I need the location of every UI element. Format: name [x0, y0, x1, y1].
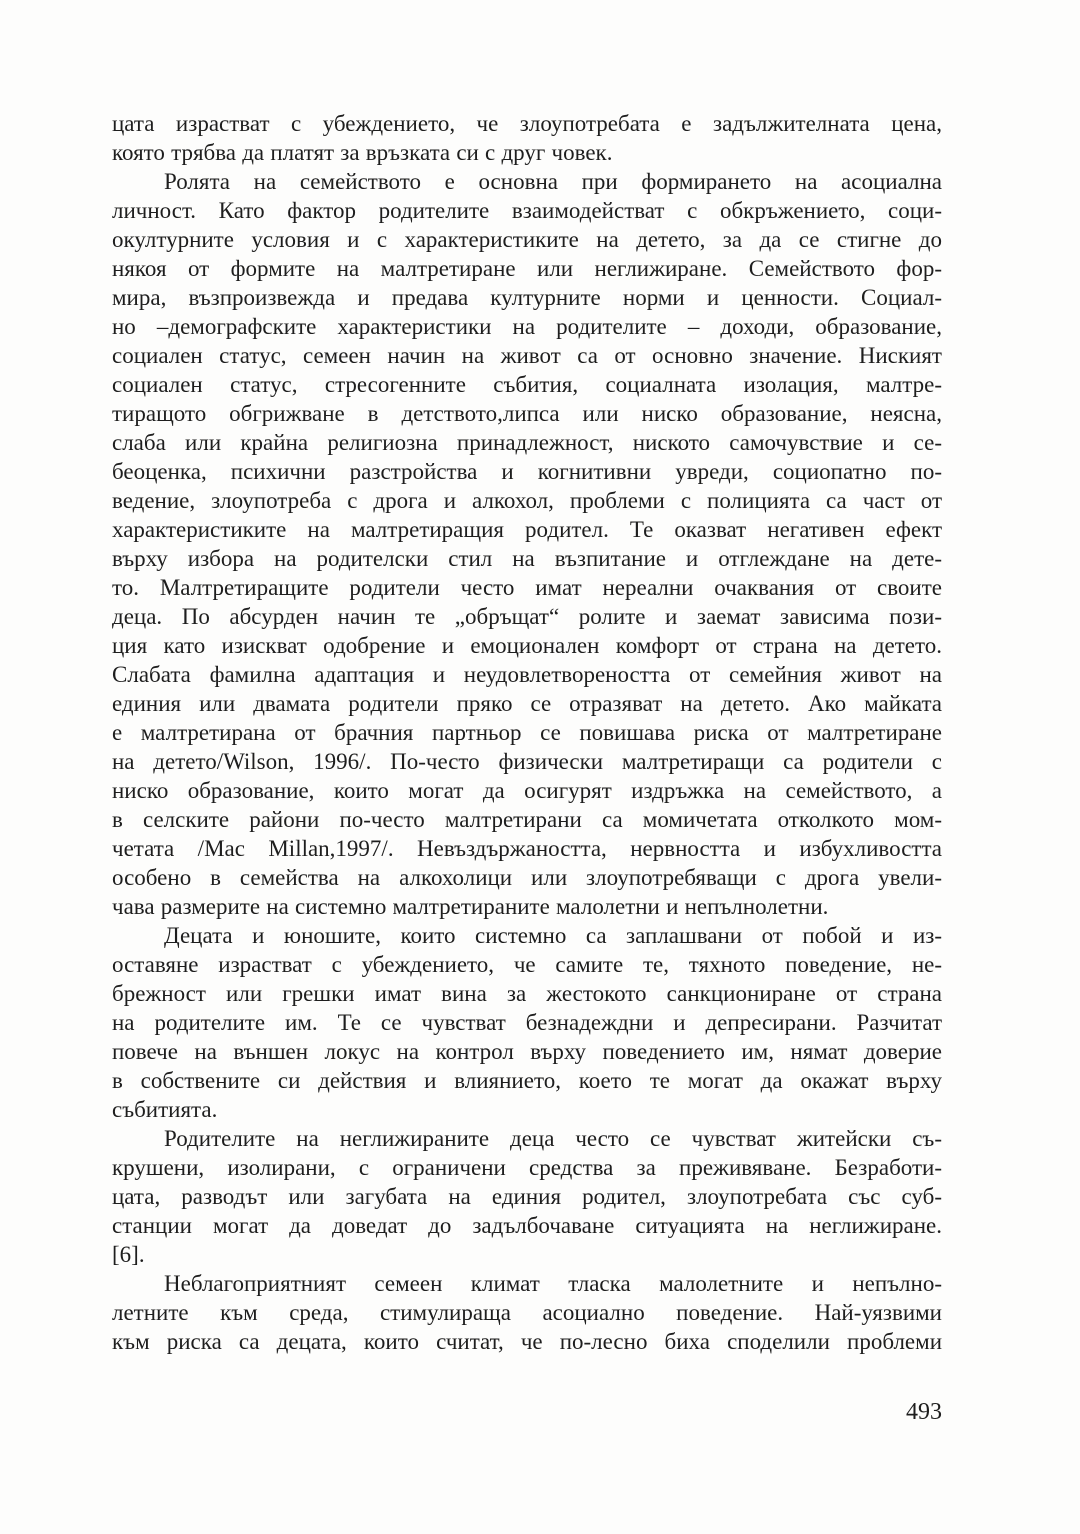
text-line: повече на външен локус на контрол върху поведението им, нямат доверие — [112, 1039, 942, 1064]
text-line: мира, възпроизвежда и предава културните норми и ценности. Социал- — [112, 285, 942, 310]
text-line: събитията. — [112, 1097, 218, 1122]
text-line: върху избора на родителски стил на възпитание и отглеждане на дете- — [112, 546, 942, 571]
paragraph — [112, 167, 942, 921]
paragraph — [112, 1124, 942, 1269]
text-line: към риска са децата, които считат, че по-лесно биха споделили проблеми — [112, 1329, 942, 1354]
text-line: слаба или крайна религиозна принадлежност, ниското самочувствие и се- — [112, 430, 942, 455]
text-line: летните към среда, стимулираща асоциално поведение. Най-уязвими — [112, 1300, 942, 1325]
text-line: брежност или грешки имат вина за жестокото санкциониране от страна — [112, 981, 942, 1006]
text-line: оставяне израстват с убеждението, че самите те, тяхното поведение, не- — [112, 952, 942, 977]
text-line: в собствените си действия и влиянието, което те могат да окажат върху — [112, 1068, 942, 1093]
page-number: 493 — [906, 1399, 942, 1425]
text-line: цата израстват с убеждението, че злоупотребата е задължителната цена, — [112, 111, 942, 136]
paragraph — [112, 1269, 942, 1356]
text-line: характеристиките на малтретиращия родител. Те оказват негативен ефект — [112, 517, 942, 542]
text-line: някоя от формите на малтретиране или неглижиране. Семейството фор- — [112, 256, 942, 281]
text-line: Родителите на неглижираните деца често се чувстват житейски съ- — [164, 1126, 942, 1151]
text-line: беоценка, психични разстройства и когнитивни увреди, социопатно по- — [112, 459, 942, 484]
text-line: то. Малтретиращите родители често имат нереални очаквания от своите — [112, 575, 942, 600]
text-line: на родителите им. Те се чувстват безнадеждни и депресирани. Разчитат — [112, 1010, 942, 1035]
text-line: деца. По абсурден начин те „обръщат“ ролите и заемат зависима пози- — [112, 604, 942, 629]
text-block — [112, 109, 942, 1356]
text-line: ниско образование, които могат да осигурят издръжка на семейството, а — [112, 778, 942, 803]
text-line: на детето/Wilson, 1996/. По-често физически малтретиращи са родители с — [112, 749, 942, 774]
text-line: личност. Като фактор родителите взаимодействат с обкръжението, соци- — [112, 198, 942, 223]
text-line: четата /Mac Millan,1997/. Невъздържаността, нервността и избухливостта — [112, 836, 942, 861]
text-line: Неблагоприятният семеен климат тласка малолетните и непълно- — [164, 1271, 942, 1296]
text-line: окултурните условия и с характеристиките на детето, за да се стигне до — [112, 227, 942, 252]
text-line: но –демографските характеристики на родителите – доходи, образование, — [112, 314, 942, 339]
text-line: единия или двамата родители пряко се отразяват на детето. Ако майката — [112, 691, 942, 716]
text-line: Ролята на семейството е основна при формирането на асоциална — [164, 169, 942, 194]
text-line: социален статус, стресогенните събития, социалната изолация, малтре- — [112, 372, 942, 397]
text-line: Децата и юношите, които системно са заплашвани от побой и из- — [164, 923, 942, 948]
text-line: ведение, злоупотреба с дрога и алкохол, проблеми с полицията са част от — [112, 488, 942, 513]
paragraph — [112, 921, 942, 1124]
text-line: крушени, изолирани, с ограничени средства за преживяване. Безработи- — [112, 1155, 942, 1180]
text-line: чава размерите на системно малтретираните малолетни и непълнолетни. — [112, 894, 829, 919]
paragraph — [112, 109, 942, 167]
text-line: особено в семейства на алкохолици или злоупотребяващи с дрога увели- — [112, 865, 942, 890]
text-line: която трябва да платят за връзката си с друг човек. — [112, 140, 613, 165]
text-line: станции могат да доведат до задълбочаване ситуацията на неглижиране. — [112, 1213, 942, 1238]
text-line: социален статус, семеен начин на живот са от основно значение. Ниският — [112, 343, 942, 368]
text-line: ция като изискват одобрение и емоционален комфорт от страна на детето. — [112, 633, 942, 658]
text-line: [6]. — [112, 1242, 145, 1267]
text-line: тиращото обгрижване в детството,липса или ниско образование, неясна, — [112, 401, 942, 426]
text-line: в селските райони по-често малтретирани са момичетата отколкото мом- — [112, 807, 942, 832]
text-line: е малтретирана от брачния партньор се повишава риска от малтретиране — [112, 720, 942, 745]
text-line: Слабата фамилна адаптация и неудовлетвореността от семейния живот на — [112, 662, 942, 687]
text-line: цата, разводът или загубата на единия родител, злоупотребата със суб- — [112, 1184, 942, 1209]
